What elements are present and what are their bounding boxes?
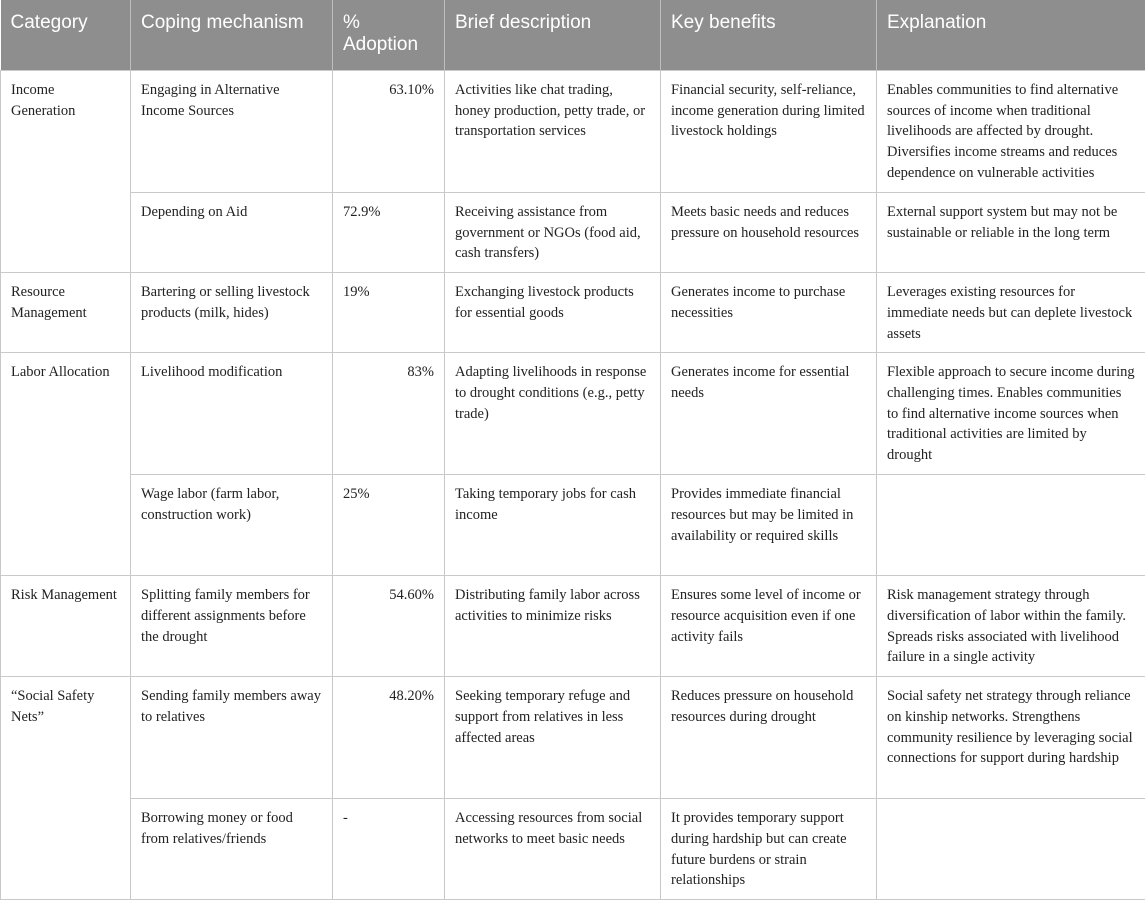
explanation-cell [877, 799, 1145, 900]
benefits-cell: Generates income to purchase necessities [661, 273, 877, 353]
mechanism-cell: Livelihood modification [131, 353, 333, 475]
header-brief-description: Brief description [445, 0, 661, 71]
mechanism-cell: Bartering or selling livestock products (milk, hides) [131, 273, 333, 353]
header-key-benefits: Key benefits [661, 0, 877, 71]
explanation-cell [877, 475, 1145, 576]
adoption-cell: 63.10% [333, 71, 445, 193]
adoption-cell: 48.20% [333, 677, 445, 799]
description-cell: Accessing resources from social networks to meet basic needs [445, 799, 661, 900]
description-cell: Activities like chat trading, honey production, petty trade, or transportation services [445, 71, 661, 193]
explanation-cell: Risk management strategy through diversification of labor within the family. Spreads risks associated with livelihood failure in a single activity [877, 576, 1145, 677]
explanation-cell: Social safety net strategy through reliance on kinship networks. Strengthens community resilience by leveraging social connections for support during hardship [877, 677, 1145, 799]
mechanism-cell: Splitting family members for different assignments before the drought [131, 576, 333, 677]
table-row [1, 677, 1145, 799]
mechanism-cell: Sending family members away to relatives [131, 677, 333, 799]
category-cell: Risk Management [1, 576, 131, 677]
table-header [1, 0, 1145, 71]
description-cell: Taking temporary jobs for cash income [445, 475, 661, 576]
table-row [1, 273, 1145, 353]
description-cell: Exchanging livestock products for essential goods [445, 273, 661, 353]
table-row [1, 193, 1145, 273]
category-cell: Income Generation [1, 71, 131, 273]
header-explanation: Explanation [877, 0, 1145, 71]
table-body [1, 71, 1145, 900]
category-cell: Resource Management [1, 273, 131, 353]
adoption-cell: 72.9% [333, 193, 445, 273]
mechanism-cell: Borrowing money or food from relatives/friends [131, 799, 333, 900]
benefits-cell: Meets basic needs and reduces pressure on household resources [661, 193, 877, 273]
benefits-cell: Ensures some level of income or resource acquisition even if one activity fails [661, 576, 877, 677]
header-category: Category [1, 0, 131, 71]
explanation-cell: Enables communities to find alternative sources of income when traditional livelihoods are affected by drought. Diversifies income streams and reduces dependence on vulnerable activities [877, 71, 1145, 193]
header-coping-mechanism: Coping mechanism [131, 0, 333, 71]
benefits-cell: Financial security, self-reliance, income generation during limited livestock holdings [661, 71, 877, 193]
explanation-cell: Flexible approach to secure income during challenging times. Enables communities to find alternative income sources when traditional activities are limited by drought [877, 353, 1145, 475]
category-cell: “Social Safety Nets” [1, 677, 131, 900]
header-adoption: % Adoption [333, 0, 445, 71]
mechanism-cell: Engaging in Alternative Income Sources [131, 71, 333, 193]
adoption-cell: 25% [333, 475, 445, 576]
category-cell: Labor Allocation [1, 353, 131, 576]
benefits-cell: It provides temporary support during hardship but can create future burdens or strain relationships [661, 799, 877, 900]
table-row [1, 71, 1145, 193]
adoption-cell: 83% [333, 353, 445, 475]
benefits-cell: Generates income for essential needs [661, 353, 877, 475]
description-cell: Receiving assistance from government or NGOs (food aid, cash transfers) [445, 193, 661, 273]
adoption-cell: - [333, 799, 445, 900]
explanation-cell: Leverages existing resources for immediate needs but can deplete livestock assets [877, 273, 1145, 353]
description-cell: Seeking temporary refuge and support from relatives in less affected areas [445, 677, 661, 799]
mechanism-cell: Depending on Aid [131, 193, 333, 273]
table-row [1, 799, 1145, 900]
adoption-cell: 19% [333, 273, 445, 353]
table-row [1, 576, 1145, 677]
adoption-cell: 54.60% [333, 576, 445, 677]
description-cell: Distributing family labor across activities to minimize risks [445, 576, 661, 677]
description-cell: Adapting livelihoods in response to drought conditions (e.g., petty trade) [445, 353, 661, 475]
benefits-cell: Provides immediate financial resources but may be limited in availability or required skills [661, 475, 877, 576]
explanation-cell: External support system but may not be sustainable or reliable in the long term [877, 193, 1145, 273]
mechanism-cell: Wage labor (farm labor, construction work) [131, 475, 333, 576]
header-row [1, 0, 1145, 71]
table-row [1, 475, 1145, 576]
table-row [1, 353, 1145, 475]
benefits-cell: Reduces pressure on household resources during drought [661, 677, 877, 799]
